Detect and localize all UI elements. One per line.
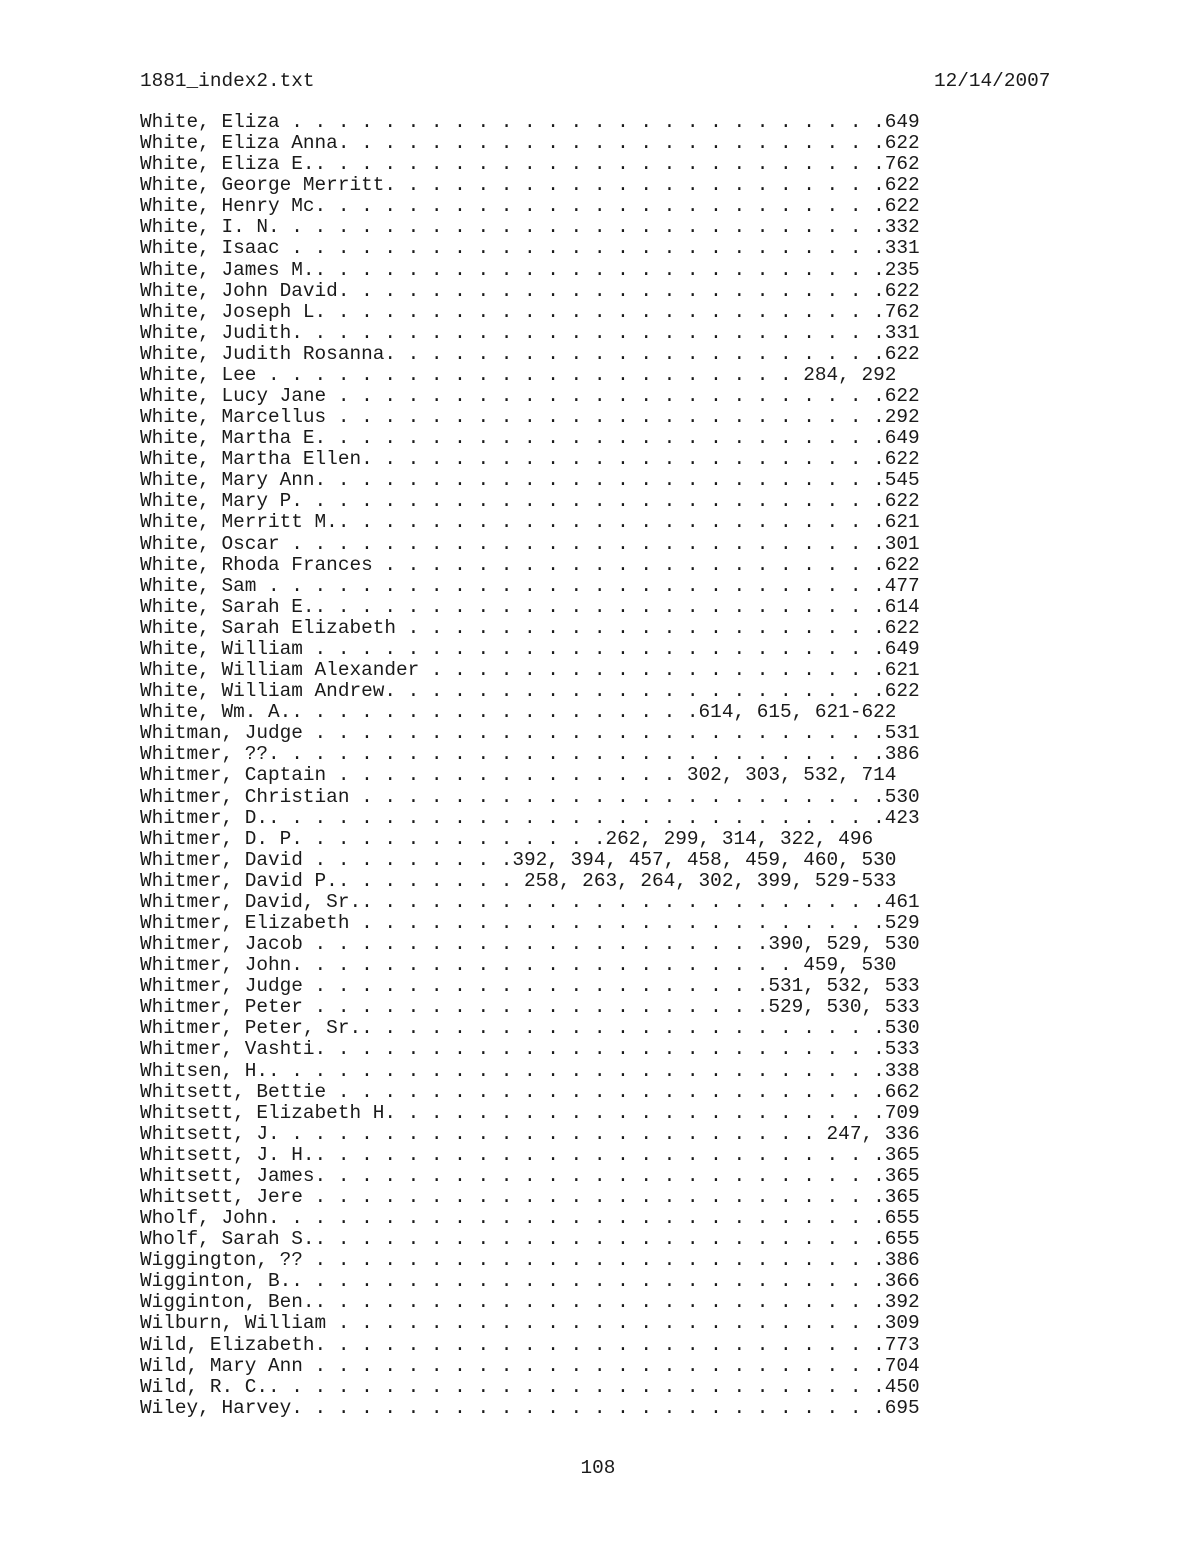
document-filename: 1881_index2.txt	[140, 70, 315, 92]
index-entry: White, Mary Ann. . . . . . . . . . . . . . . . . . . . . . . . .545	[140, 469, 920, 492]
index-entry: Whitmer, John. . . . . . . . . . . . . . . . . . . . . . 459, 530	[140, 954, 897, 977]
index-entry: White, Sarah E.. . . . . . . . . . . . . . . . . . . . . . . . .614	[140, 595, 920, 618]
index-entry: Whitmer, Peter, Sr.. . . . . . . . . . . . . . . . . . . . . . .530	[140, 1017, 920, 1040]
index-entry: White, Eliza Anna. . . . . . . . . . . . . . . . . . . . . . . .622	[140, 132, 920, 155]
index-entry: White, Martha E. . . . . . . . . . . . . . . . . . . . . . . . .649	[140, 427, 920, 450]
index-entry: White, I. N. . . . . . . . . . . . . . . . . . . . . . . . . . .332	[140, 216, 920, 239]
index-entry: Whitmer, ??. . . . . . . . . . . . . . . . . . . . . . . . . . .386	[140, 743, 920, 766]
index-entry: Whitsett, Elizabeth H. . . . . . . . . . . . . . . . . . . . . .709	[140, 1101, 920, 1124]
index-entry: White, Eliza E.. . . . . . . . . . . . . . . . . . . . . . . . .762	[140, 153, 920, 176]
index-entry: White, William Andrew. . . . . . . . . . . . . . . . . . . . . .622	[140, 680, 920, 703]
index-entry: Whitsett, J. H.. . . . . . . . . . . . . . . . . . . . . . . . .365	[140, 1143, 920, 1166]
index-entry: Whitmer, David, Sr.. . . . . . . . . . . . . . . . . . . . . . .461	[140, 890, 920, 913]
index-entry: Whitsett, Jere . . . . . . . . . . . . . . . . . . . . . . . . .365	[140, 1185, 920, 1208]
index-entry: Wholf, John. . . . . . . . . . . . . . . . . . . . . . . . . . .655	[140, 1207, 920, 1230]
index-entry: Wiley, Harvey. . . . . . . . . . . . . . . . . . . . . . . . . .695	[140, 1396, 920, 1419]
document-date: 12/14/2007	[934, 70, 1051, 92]
index-entry: White, Henry Mc. . . . . . . . . . . . . . . . . . . . . . . . .622	[140, 195, 920, 218]
index-entry: White, Lee . . . . . . . . . . . . . . . . . . . . . . . 284, 292	[140, 363, 897, 386]
index-entry: Whitmer, Jacob . . . . . . . . . . . . . . . . . . . .390, 529, 530	[140, 933, 920, 956]
index-entry: White, Judith. . . . . . . . . . . . . . . . . . . . . . . . . .331	[140, 321, 920, 344]
index-entry: Whitsett, James. . . . . . . . . . . . . . . . . . . . . . . . .365	[140, 1164, 920, 1187]
index-entry: Whitman, Judge . . . . . . . . . . . . . . . . . . . . . . . . .531	[140, 722, 920, 745]
index-entry: Wholf, Sarah S.. . . . . . . . . . . . . . . . . . . . . . . . .655	[140, 1228, 920, 1251]
index-entry: White, Lucy Jane . . . . . . . . . . . . . . . . . . . . . . . .622	[140, 385, 920, 408]
index-entry: White, William . . . . . . . . . . . . . . . . . . . . . . . . .649	[140, 637, 920, 660]
index-entry: Whitmer, Elizabeth . . . . . . . . . . . . . . . . . . . . . . .529	[140, 911, 920, 934]
index-entry: Whitsen, H.. . . . . . . . . . . . . . . . . . . . . . . . . . .338	[140, 1059, 920, 1082]
index-entry: White, James M.. . . . . . . . . . . . . . . . . . . . . . . . .235	[140, 258, 920, 281]
index-entry: Whitmer, Captain . . . . . . . . . . . . . . . 302, 303, 532, 714	[140, 764, 897, 787]
index-entry: White, William Alexander . . . . . . . . . . . . . . . . . . . .621	[140, 659, 920, 682]
index-entry: Wigginton, Ben.. . . . . . . . . . . . . . . . . . . . . . . . .392	[140, 1291, 920, 1314]
index-entry: White, Eliza . . . . . . . . . . . . . . . . . . . . . . . . . .649	[140, 111, 920, 133]
index-entry: White, Martha Ellen. . . . . . . . . . . . . . . . . . . . . . .622	[140, 448, 920, 471]
page-number: 108	[580, 1457, 616, 1479]
index-entry: White, Sam . . . . . . . . . . . . . . . . . . . . . . . . . . .477	[140, 574, 920, 597]
index-entry: White, John David. . . . . . . . . . . . . . . . . . . . . . . .622	[140, 279, 920, 302]
index-entry: Whitsett, Bettie . . . . . . . . . . . . . . . . . . . . . . . .662	[140, 1080, 920, 1103]
index-entry: Whitmer, D.. . . . . . . . . . . . . . . . . . . . . . . . . . .423	[140, 806, 920, 829]
index-entry: White, Wm. A.. . . . . . . . . . . . . . . . . .614, 615, 621-622	[140, 701, 897, 724]
index-entry: White, Oscar . . . . . . . . . . . . . . . . . . . . . . . . . .301	[140, 532, 920, 555]
index-entry: Wild, Elizabeth. . . . . . . . . . . . . . . . . . . . . . . . .773	[140, 1333, 920, 1356]
index-entry: Wigginton, B.. . . . . . . . . . . . . . . . . . . . . . . . . .366	[140, 1270, 920, 1293]
index-entry: White, Merritt M.. . . . . . . . . . . . . . . . . . . . . . . .621	[140, 511, 920, 534]
index-entry: Whitmer, Vashti. . . . . . . . . . . . . . . . . . . . . . . . .533	[140, 1038, 920, 1061]
index-entry: White, Joseph L. . . . . . . . . . . . . . . . . . . . . . . . .762	[140, 300, 920, 323]
index-entry-list	[140, 112, 920, 1419]
index-entry: Wild, Mary Ann . . . . . . . . . . . . . . . . . . . . . . . . .704	[140, 1354, 920, 1377]
index-entry: Whitmer, Peter . . . . . . . . . . . . . . . . . . . .529, 530, 533	[140, 996, 920, 1019]
index-entry: White, Marcellus . . . . . . . . . . . . . . . . . . . . . . . .292	[140, 406, 920, 429]
index-entry: Wild, R. C.. . . . . . . . . . . . . . . . . . . . . . . . . . .450	[140, 1375, 920, 1398]
index-entry: Whitmer, D. P. . . . . . . . . . . . . .262, 299, 314, 322, 496	[140, 827, 874, 850]
index-entry: White, Judith Rosanna. . . . . . . . . . . . . . . . . . . . . .622	[140, 342, 920, 365]
index-entry: Whitsett, J. . . . . . . . . . . . . . . . . . . . . . . . 247, 336	[140, 1122, 920, 1145]
index-entry: White, Sarah Elizabeth . . . . . . . . . . . . . . . . . . . . .622	[140, 616, 920, 639]
index-entry: Wilburn, William . . . . . . . . . . . . . . . . . . . . . . . .309	[140, 1312, 920, 1335]
index-entry: White, George Merritt. . . . . . . . . . . . . . . . . . . . . .622	[140, 174, 920, 197]
index-entry: White, Rhoda Frances . . . . . . . . . . . . . . . . . . . . . .622	[140, 553, 920, 576]
index-entry: Wiggington, ?? . . . . . . . . . . . . . . . . . . . . . . . . .386	[140, 1249, 920, 1272]
index-entry: White, Isaac . . . . . . . . . . . . . . . . . . . . . . . . . .331	[140, 237, 920, 260]
index-entry: Whitmer, Christian . . . . . . . . . . . . . . . . . . . . . . .530	[140, 785, 920, 808]
index-entry: Whitmer, David . . . . . . . . .392, 394, 457, 458, 459, 460, 530	[140, 848, 897, 871]
index-entry: Whitmer, David P.. . . . . . . . 258, 263, 264, 302, 399, 529-533	[140, 869, 897, 892]
index-entry: Whitmer, Judge . . . . . . . . . . . . . . . . . . . .531, 532, 533	[140, 975, 920, 998]
index-entry: White, Mary P. . . . . . . . . . . . . . . . . . . . . . . . . .622	[140, 490, 920, 513]
